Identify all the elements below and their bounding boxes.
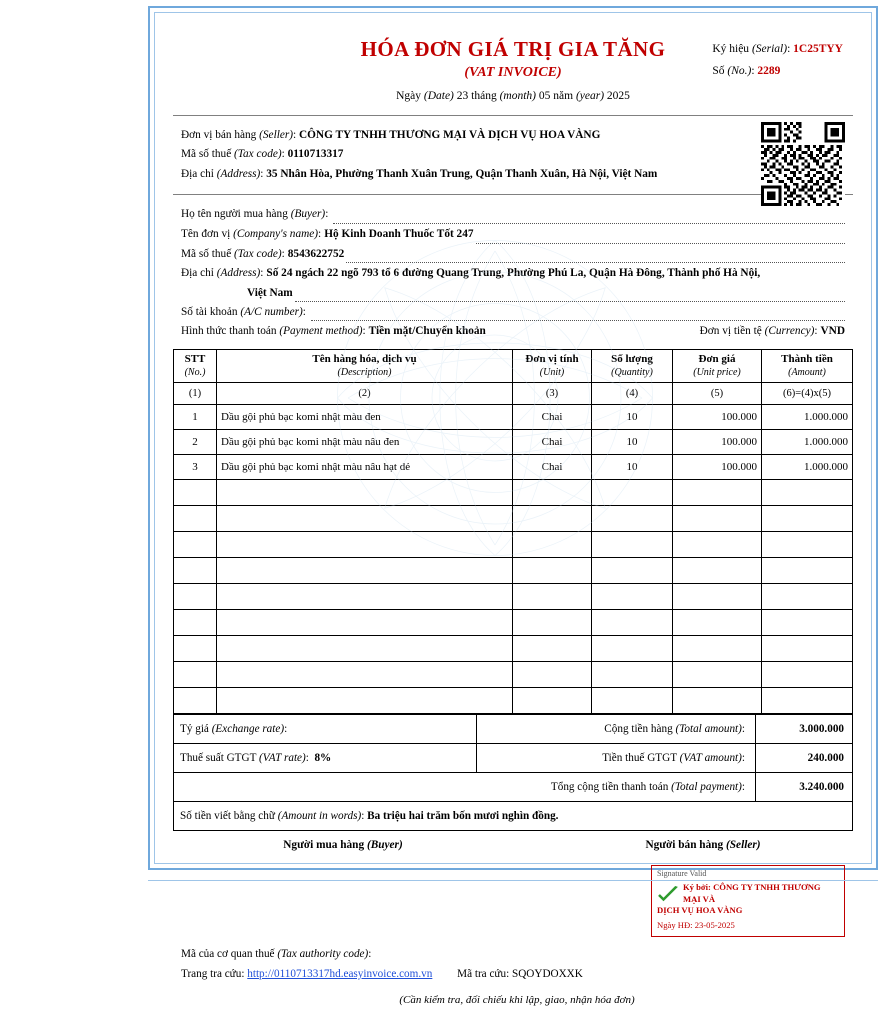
cell-empty <box>174 636 217 662</box>
th-quantity-vi: Số lượng <box>611 353 653 366</box>
amount-in-words-label-vi: Số tiền viết bằng chữ <box>180 810 275 823</box>
cell-empty <box>673 584 762 610</box>
buyer-address-dotted-line <box>295 290 845 302</box>
buyer-address-label-en: (Address) <box>216 267 261 280</box>
cell-empty <box>513 688 592 714</box>
total-amount-label-cell: Cộng tiền hàng (Total amount): <box>477 715 756 744</box>
signed-by-line2: DỊCH VỤ HOA VÀNG <box>657 905 743 916</box>
cell-empty <box>174 584 217 610</box>
table-row <box>174 430 853 455</box>
buyer-signature-label <box>243 839 443 851</box>
total-payment-label-vi: Tổng cộng tiền thanh toán <box>550 781 669 794</box>
totals-table <box>173 714 853 831</box>
table-row <box>174 405 853 430</box>
total-payment-label-en: (Total payment) <box>671 781 742 794</box>
cell-quantity: 10 <box>592 405 673 430</box>
total-amount-label-en: (Total amount) <box>675 723 742 736</box>
lookup-label: Trang tra cứu: <box>181 967 245 980</box>
serial-row: Ký hiệu (Serial): 1C25TYY <box>712 43 843 55</box>
th-stt <box>174 350 217 383</box>
th-quantity-en: (Quantity) <box>611 366 653 378</box>
cell-empty <box>673 480 762 506</box>
payment-method-label-en: (Payment method) <box>279 325 363 338</box>
invoice-number-row: Số (No.): 2289 <box>712 64 781 77</box>
date-day: 23 <box>456 90 469 102</box>
cell-empty <box>513 610 592 636</box>
signed-by-line1 <box>657 882 839 905</box>
cell-unit-price: 100.000 <box>673 405 762 430</box>
cell-empty <box>217 636 513 662</box>
colnum-2: (2) <box>217 383 513 405</box>
vat-rate-cell: Thuế suất GTGT (VAT rate): 8% <box>174 744 477 773</box>
payment-method-label-vi: Hình thức thanh toán <box>181 325 277 338</box>
vat-rate-label-en: (VAT rate) <box>259 752 306 765</box>
cell-empty <box>513 532 592 558</box>
qr-code-icon <box>761 122 845 206</box>
cell-empty <box>174 506 217 532</box>
cell-empty <box>174 610 217 636</box>
serial-label-vi: Ký hiệu <box>712 43 750 55</box>
signature-valid-text: Signature Valid <box>657 869 707 879</box>
seller-section <box>173 116 853 188</box>
cell-description: Dầu gội phủ bạc komi nhật màu nâu hạt dẻ <box>217 455 513 480</box>
cell-empty <box>673 636 762 662</box>
cell-unit-price: 100.000 <box>673 430 762 455</box>
buyer-company-dotted-line <box>476 232 845 244</box>
cell-unit: Chai <box>513 430 592 455</box>
buyer-account-dotted-line <box>311 309 845 321</box>
cell-empty <box>513 584 592 610</box>
serial-label-en: (Serial) <box>751 43 788 55</box>
footer-note: (Cần kiểm tra, đối chiếu khi lập, giao, nhận hóa đơn) <box>399 993 635 1006</box>
buyer-tax-dotted-line <box>346 251 845 263</box>
date-label-vi: Ngày <box>396 90 421 102</box>
cell-empty <box>217 558 513 584</box>
buyer-account-label-vi: Số tài khoản <box>181 305 238 318</box>
seller-tax-label-vi: Mã số thuế <box>181 148 232 161</box>
currency-group: Đơn vị tiền tệ (Currency) : VND <box>700 322 845 341</box>
cell-empty <box>174 532 217 558</box>
cell-empty <box>592 688 673 714</box>
buyer-address-value-line1: Số 24 ngách 22 ngõ 793 tổ 6 đường Quang Trung, Phường Phú La, Quận Hà Đông, Thành phố Hà Nội, <box>266 267 761 280</box>
cell-empty <box>762 584 853 610</box>
cell-empty <box>592 636 673 662</box>
date-label-en: (Date) <box>423 90 454 102</box>
lookup-code-value: SQOYDOXXK <box>511 967 583 980</box>
totals-row-vat <box>174 744 853 773</box>
seller-tax-label-en: (Tax code) <box>234 148 282 161</box>
buyer-person-label-vi: Họ tên người mua hàng <box>181 208 288 221</box>
totals-row-words <box>174 802 853 831</box>
green-check-icon <box>657 886 679 904</box>
total-payment-label-cell: Tổng cộng tiền thanh toán (Total payment): <box>174 773 756 802</box>
cell-amount: 1.000.000 <box>762 405 853 430</box>
month-label-en: (month) <box>499 90 536 102</box>
cell-quantity: 10 <box>592 455 673 480</box>
date-month: 05 <box>538 90 551 102</box>
lookup-code-group <box>457 965 583 985</box>
cell-empty <box>592 558 673 584</box>
buyer-address-row: Địa chỉ (Address) : Số 24 ngách 22 ngõ 793 tổ 6 đường Quang Trung, Phường Phú La, Quận Hà Đông, Thành phố Hà Nội, <box>181 264 845 283</box>
cell-empty <box>217 662 513 688</box>
colnum-1: (1) <box>174 383 217 405</box>
seller-sign-vi: Người bán hàng <box>645 839 724 852</box>
invoice-date-line <box>173 90 853 102</box>
th-unit <box>513 350 592 383</box>
seller-address-row: Địa chỉ (Address): 35 Nhân Hòa, Phường Thanh Xuân Trung, Quận Thanh Xuân, Hà Nội, Việt Nam <box>181 167 658 180</box>
table-row-empty <box>174 584 853 610</box>
tax-authority-code-row: Mã của cơ quan thuế (Tax authority code): <box>181 948 372 961</box>
cell-empty <box>673 610 762 636</box>
cell-empty <box>673 688 762 714</box>
table-row-empty <box>174 688 853 714</box>
serial-value: 1C25TYY <box>793 43 843 55</box>
invoice-outer-border <box>148 6 878 1006</box>
invoice-no-value: 2289 <box>757 64 781 77</box>
table-row-empty <box>174 532 853 558</box>
buyer-address-value-line2: Việt Nam <box>247 286 293 299</box>
payment-currency-row <box>181 322 845 341</box>
currency-label-vi: Đơn vị tiền tệ <box>699 325 762 338</box>
serial-number-block <box>712 39 843 83</box>
th-unit-price <box>673 350 762 383</box>
cell-empty <box>762 506 853 532</box>
th-stt-vi: STT <box>184 353 206 366</box>
colnum-4: (4) <box>592 383 673 405</box>
buyer-person-dotted-line <box>333 212 845 224</box>
th-unit-vi: Đơn vị tính <box>525 353 579 366</box>
th-unit-price-vi: Đơn giá <box>698 353 736 366</box>
buyer-account-row: Số tài khoản (A/C number) : <box>181 303 845 322</box>
invoice-header <box>173 23 853 109</box>
payment-method-value: Tiền mặt/Chuyển khoản <box>368 325 486 338</box>
currency-value: VND <box>820 325 845 338</box>
cell-empty <box>217 688 513 714</box>
page-title-english: (VAT INVOICE) <box>464 65 562 80</box>
colnum-3: (3) <box>513 383 592 405</box>
cell-empty <box>592 480 673 506</box>
cell-empty <box>592 662 673 688</box>
signature-date: Ngày HĐ: 23-05-2025 <box>657 919 735 930</box>
cell-stt: 2 <box>174 430 217 455</box>
line-items-colnum-row <box>174 383 853 405</box>
vat-amount-value: 240.000 <box>756 744 853 773</box>
seller-sign-en: (Seller) <box>726 839 761 852</box>
cell-unit-price: 100.000 <box>673 455 762 480</box>
seller-name-row: Đơn vị bán hàng (Seller): CÔNG TY TNHH THƯƠNG MẠI VÀ DỊCH VỤ HOA VÀNG <box>181 129 601 141</box>
cell-stt: 3 <box>174 455 217 480</box>
th-description <box>217 350 513 383</box>
tax-authority-code-label-vi: Mã của cơ quan thuế <box>181 948 275 961</box>
exchange-rate-cell: Tỷ giá (Exchange rate): <box>174 715 477 744</box>
exchange-rate-label-vi: Tỷ giá <box>180 723 209 736</box>
buyer-sign-vi: Người mua hàng <box>283 839 365 852</box>
tax-authority-code-label-en: (Tax authority code) <box>277 948 369 961</box>
year-label-en: (year) <box>575 90 605 102</box>
th-amount-en: (Amount) <box>788 366 826 378</box>
cell-unit: Chai <box>513 405 592 430</box>
total-amount-value: 3.000.000 <box>756 715 853 744</box>
cell-empty <box>592 584 673 610</box>
cell-empty <box>673 532 762 558</box>
buyer-company-label-vi: Tên đơn vị <box>181 227 231 240</box>
cell-empty <box>762 662 853 688</box>
invoice-inner-border <box>154 12 872 1006</box>
cell-unit: Chai <box>513 455 592 480</box>
th-amount <box>762 350 853 383</box>
cell-empty <box>762 688 853 714</box>
buyer-company-label-en: (Company's name) <box>233 227 319 240</box>
cell-description: Dầu gội phủ bạc komi nhật màu đen <box>217 405 513 430</box>
buyer-company-row: Tên đơn vị (Company's name) : Hộ Kinh Doanh Thuốc Tốt 247 <box>181 225 845 244</box>
amount-in-words-value: Ba triệu hai trăm bốn mươi nghìn đồng. <box>367 810 559 823</box>
cell-amount: 1.000.000 <box>762 455 853 480</box>
table-row-empty <box>174 636 853 662</box>
cell-empty <box>762 636 853 662</box>
seller-address-label-en: (Address) <box>216 167 261 180</box>
buyer-section <box>173 201 853 341</box>
line-items-table <box>173 349 853 714</box>
cell-empty <box>762 532 853 558</box>
buyer-tax-label-vi: Mã số thuế <box>181 247 232 260</box>
cell-empty <box>762 610 853 636</box>
buyer-person-label-en: (Buyer) <box>290 208 326 221</box>
buyer-company-value: Hộ Kinh Doanh Thuốc Tốt 247 <box>324 227 474 240</box>
buyer-tax-value: 8543622752 <box>287 247 345 260</box>
lookup-code-label: Mã tra cứu: <box>457 967 510 980</box>
exchange-rate-label-en: (Exchange rate) <box>211 723 285 736</box>
vat-amount-label-vi: Tiền thuế GTGT <box>602 752 677 765</box>
seller-tax-value: 0110713317 <box>287 148 344 161</box>
payment-method-group: Hình thức thanh toán (Payment method) : Tiền mặt/Chuyển khoản <box>181 322 486 341</box>
cell-empty <box>217 532 513 558</box>
seller-signature-label <box>593 839 813 851</box>
digital-signature-stamp <box>651 865 845 937</box>
th-description-vi: Tên hàng hóa, dịch vụ <box>312 353 417 366</box>
cell-empty <box>174 662 217 688</box>
cell-empty <box>673 662 762 688</box>
th-description-en: (Description) <box>337 366 392 378</box>
buyer-tax-label-en: (Tax code) <box>234 247 282 260</box>
table-row-empty <box>174 662 853 688</box>
cell-empty <box>513 506 592 532</box>
buyer-address-row-2 <box>181 284 845 302</box>
cell-empty <box>673 506 762 532</box>
totals-row-amount <box>174 715 853 744</box>
cell-empty <box>513 636 592 662</box>
invoice-no-label-vi: Số <box>712 64 725 77</box>
cell-empty <box>217 506 513 532</box>
table-row <box>174 455 853 480</box>
cell-empty <box>217 584 513 610</box>
invoice-footer <box>173 945 853 1009</box>
line-items-header <box>174 350 853 405</box>
lookup-row <box>181 965 853 985</box>
vat-rate-label-vi: Thuế suất GTGT <box>180 752 257 765</box>
vat-rate-value: 8% <box>314 752 332 765</box>
year-label-vi: năm <box>553 90 574 102</box>
cell-quantity: 10 <box>592 430 673 455</box>
signature-section <box>173 839 853 943</box>
buyer-address-label-vi: Địa chỉ <box>181 267 214 280</box>
cell-empty <box>762 558 853 584</box>
cell-empty <box>217 480 513 506</box>
colnum-5: (5) <box>673 383 762 405</box>
date-year: 2025 <box>606 90 630 102</box>
seller-divider <box>173 194 853 195</box>
buyer-tax-row: Mã số thuế (Tax code) : 8543622752 <box>181 245 845 264</box>
th-stt-en: (No.) <box>184 366 206 378</box>
seller-name-value: CÔNG TY TNHH THƯƠNG MẠI VÀ DỊCH VỤ HOA VÀNG <box>298 129 601 141</box>
total-payment-value: 3.240.000 <box>756 773 853 802</box>
seller-name-label-vi: Đơn vị bán hàng <box>181 129 257 141</box>
seller-address-label-vi: Địa chỉ <box>181 167 214 180</box>
cell-empty <box>513 662 592 688</box>
seller-address-value: 35 Nhân Hòa, Phường Thanh Xuân Trung, Quận Thanh Xuân, Hà Nội, Việt Nam <box>266 167 658 180</box>
seller-tax-row: Mã số thuế (Tax code): 0110713317 <box>181 148 344 161</box>
colnum-6: (6)=(4)x(5) <box>762 383 853 405</box>
buyer-person-row: Họ tên người mua hàng (Buyer) : <box>181 205 845 224</box>
amount-in-words-label-en: (Amount in words) <box>277 810 362 823</box>
signed-by-label: Ký bởi: <box>683 882 711 893</box>
cell-stt: 1 <box>174 405 217 430</box>
table-row-empty <box>174 610 853 636</box>
table-row-empty <box>174 558 853 584</box>
cell-empty <box>592 610 673 636</box>
cell-empty <box>592 506 673 532</box>
lookup-url-link[interactable]: http://0110713317hd.easyinvoice.com.vn <box>247 967 433 980</box>
cell-empty <box>513 480 592 506</box>
cell-description: Dầu gội phủ bạc komi nhật màu nâu đen <box>217 430 513 455</box>
total-amount-label-vi: Cộng tiền hàng <box>604 723 673 736</box>
table-row-empty <box>174 506 853 532</box>
cell-empty <box>174 688 217 714</box>
month-label-vi: tháng <box>471 90 497 102</box>
vat-amount-label-cell: Tiền thuế GTGT (VAT amount): <box>477 744 756 773</box>
buyer-sign-en: (Buyer) <box>366 839 403 852</box>
signed-by-value-1: CÔNG TY TNHH THƯƠNG MẠI VÀ <box>683 882 821 904</box>
totals-row-payment <box>174 773 853 802</box>
line-items-header-row <box>174 350 853 383</box>
amount-in-words-cell: Số tiền viết bằng chữ (Amount in words): Ba triệu hai trăm bốn mươi nghìn đồng. <box>174 802 853 831</box>
cell-empty <box>217 610 513 636</box>
page-title: HÓA ĐƠN GIÁ TRỊ GIA TĂNG <box>360 37 666 61</box>
invoice-no-label-en: (No.) <box>727 64 752 77</box>
cell-empty <box>174 558 217 584</box>
cell-empty <box>673 558 762 584</box>
buyer-account-label-en: (A/C number) <box>240 305 303 318</box>
table-row-empty <box>174 480 853 506</box>
cell-empty <box>762 480 853 506</box>
line-items-body <box>174 405 853 714</box>
th-unit-price-en: (Unit price) <box>693 366 741 378</box>
currency-label-en: (Currency) <box>764 325 815 338</box>
th-amount-vi: Thành tiền <box>781 353 833 366</box>
cell-empty <box>174 480 217 506</box>
th-quantity <box>592 350 673 383</box>
th-unit-en: (Unit) <box>539 366 565 378</box>
seller-name-label-en: (Seller) <box>259 129 294 141</box>
page-bottom-rule <box>148 880 878 881</box>
cell-amount: 1.000.000 <box>762 430 853 455</box>
cell-empty <box>592 532 673 558</box>
vat-amount-label-en: (VAT amount) <box>679 752 742 765</box>
cell-empty <box>513 558 592 584</box>
